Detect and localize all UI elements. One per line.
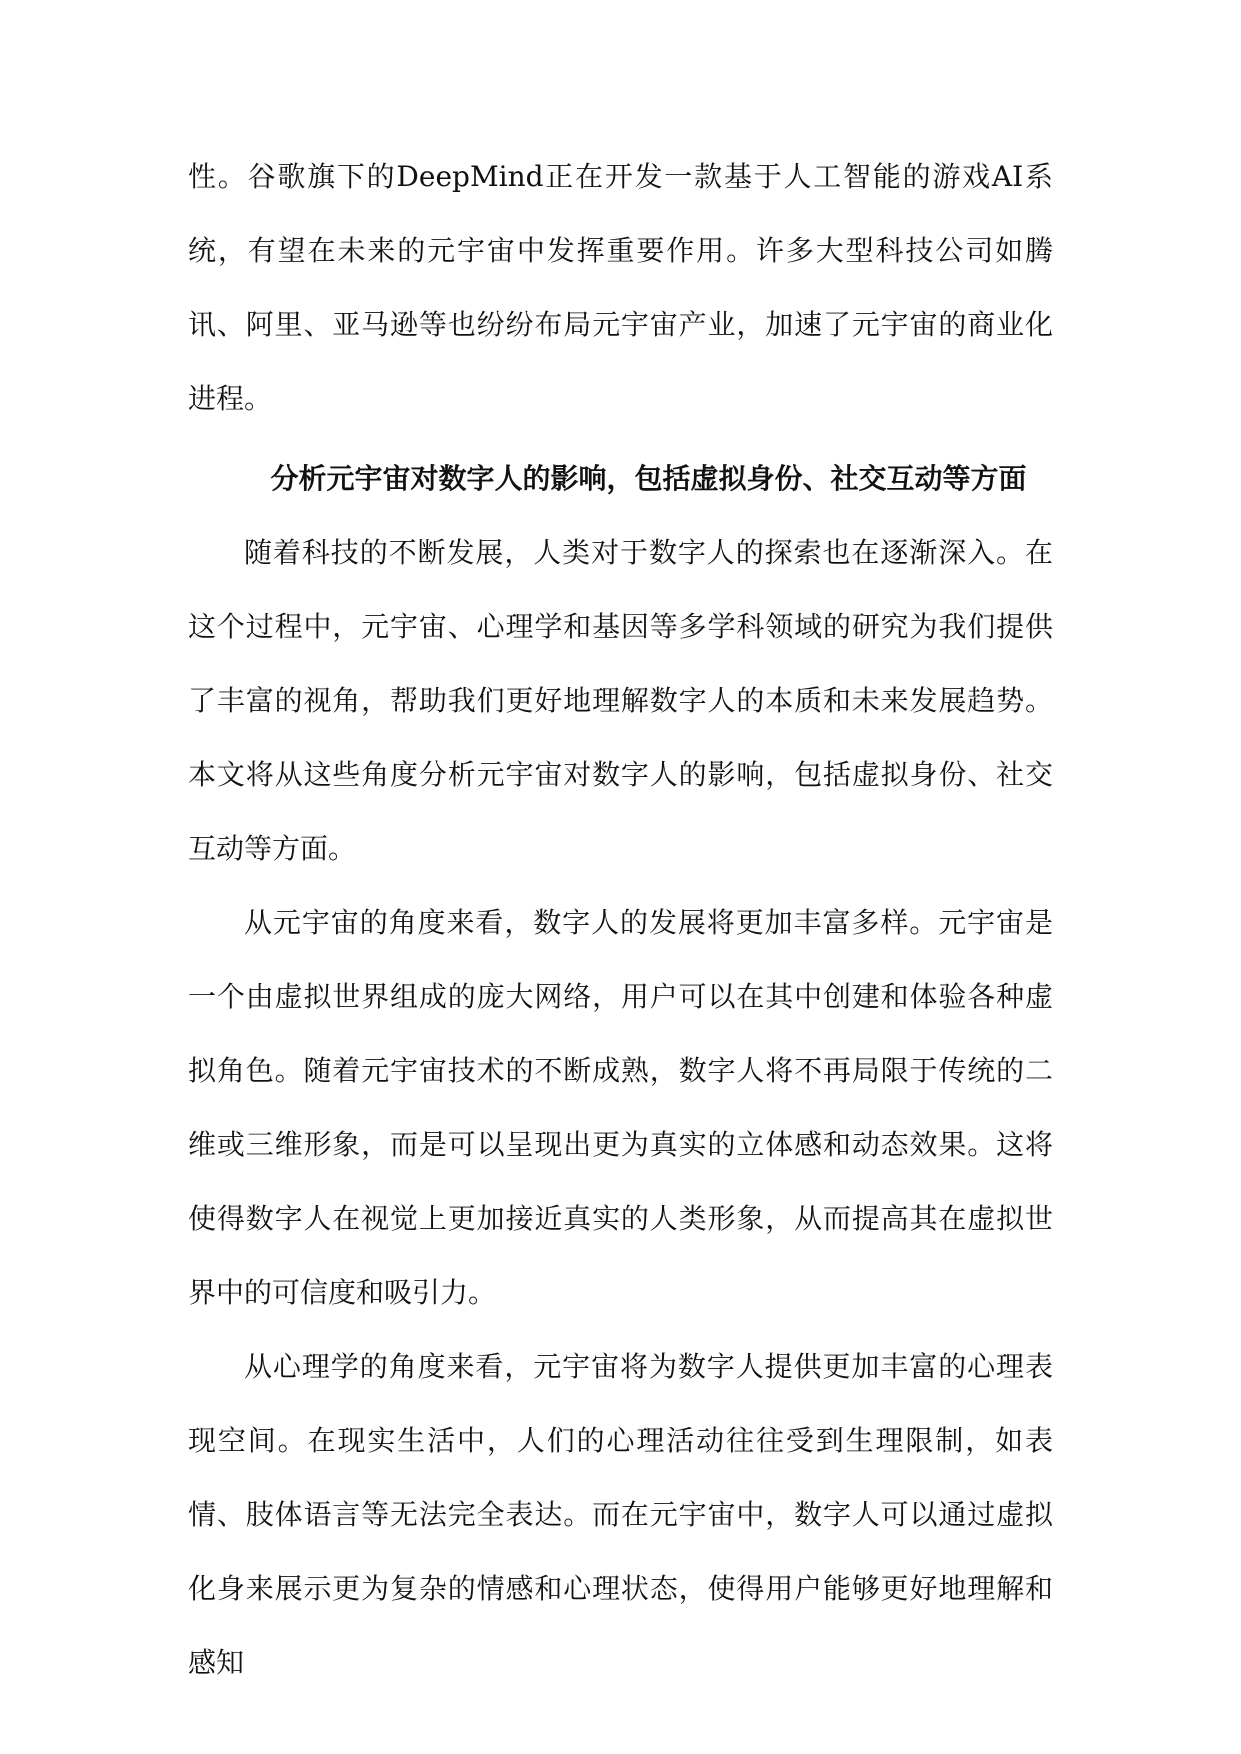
paragraph-metaverse-perspective: 从元宇宙的角度来看，数字人的发展将更加丰富多样。元宇宙是一个由虚拟世界组成的庞大网络，用户可以在其中创建和体验各种虚拟角色。随着元宇宙技术的不断成熟，数字人将不再局限于传统的二维或三维形象，而是可以呈现出更为真实的立体感和动态效果。这将使得数字人在视觉上更加接近真实的人类形象，从而提高其在虚拟世界中的可信度和吸引力。	[188, 906, 1053, 1309]
paragraph-intro: 随着科技的不断发展，人类对于数字人的探索也在逐渐深入。在这个过程中，元宇宙、心理学和基因等多学科领域的研究为我们提供了丰富的视角，帮助我们更好地理解数字人的本质和未来发展趋势。本文将从这些角度分析元宇宙对数字人的影响，包括虚拟身份、社交互动等方面。	[188, 536, 1053, 865]
section-heading: 分析元宇宙对数字人的影响，包括虚拟身份、社交互动等方面	[270, 462, 1027, 495]
document-body	[188, 140, 1053, 1700]
paragraph-psychology-perspective: 从心理学的角度来看，元宇宙将为数字人提供更加丰富的心理表现空间。在现实生活中，人们的心理活动往往受到生理限制，如表情、肢体语言等无法完全表达。而在元宇宙中，数字人可以通过虚拟化身来展示更为复杂的情感和心理状态，使得用户能够更好地理解和感知	[188, 1350, 1053, 1679]
paragraph-continued: 性。谷歌旗下的DeepMind正在开发一款基于人工智能的游戏AI系统，有望在未来的元宇宙中发挥重要作用。许多大型科技公司如腾讯、阿里、亚马逊等也纷纷布局元宇宙产业，加速了元宇宙的商业化进程。	[188, 160, 1053, 415]
